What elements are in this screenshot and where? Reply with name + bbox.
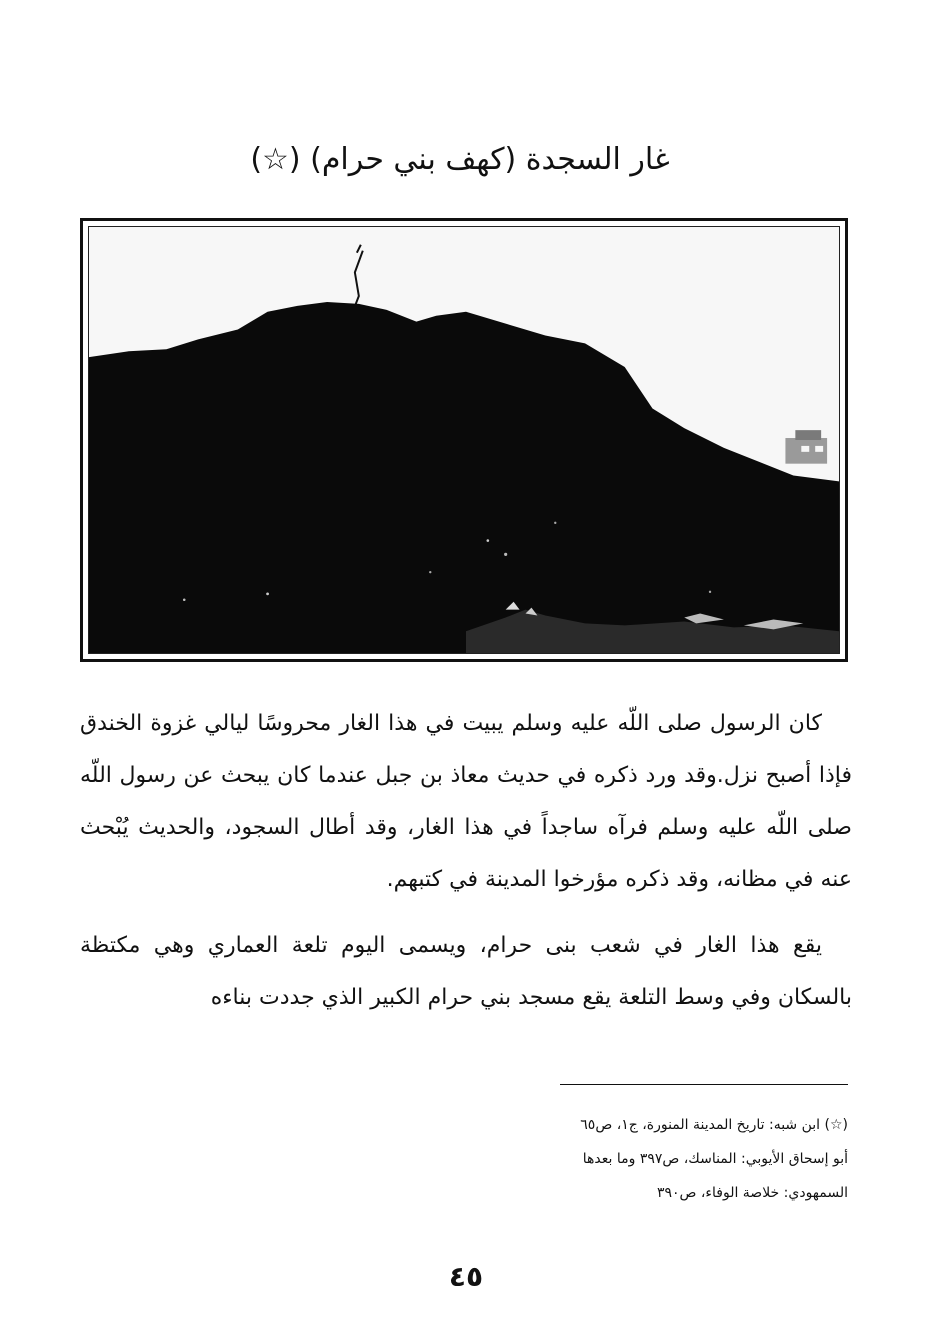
footnote-2: أبو إسحاق الأيوبي: المناسك، ص٣٩٧ وما بعدها	[582, 1151, 848, 1167]
footnotes	[460, 1108, 848, 1210]
cave-photo	[88, 226, 840, 654]
paragraph-1: كان الرسول صلى اللّه عليه وسلم يبيت في هذا الغار محروسًا ليالي غزوة الخندق فإذا أصبح نزل.وقد ورد ذكره في حديث معاذ بن جبل عندما كان يبحث عن رسول اللّه صلى اللّه عليه وسلم فرآه ساجداً في هذا الغار، وقد أطال السجود، والحديث يُبْحث عنه في مظانه، وقد ذكره مؤرخوا المدينة في كتبهم.	[80, 711, 852, 892]
mountain-photo-icon	[89, 227, 839, 653]
page-number: ٤٥	[448, 1260, 484, 1293]
paragraph-2: يقع هذا الغار في شعب بنى حرام، ويسمى اليوم تلعة العماري وهي مكتظة بالسكان وفي وسط التلعة يقع مسجد بني حرام الكبير الذي جددت بناءه	[80, 933, 852, 1010]
page-title: غار السجدة (كهف بني حرام) (☆)	[250, 142, 670, 177]
footnote-1: (☆) ابن شبه: تاريخ المدينة المنورة، ج١، ص٦٥	[580, 1117, 848, 1133]
cave-photo-frame	[80, 218, 848, 662]
footnote-divider	[560, 1084, 848, 1085]
footnote-3: السمهودي: خلاصة الوفاء، ص٣٩٠	[656, 1185, 848, 1201]
